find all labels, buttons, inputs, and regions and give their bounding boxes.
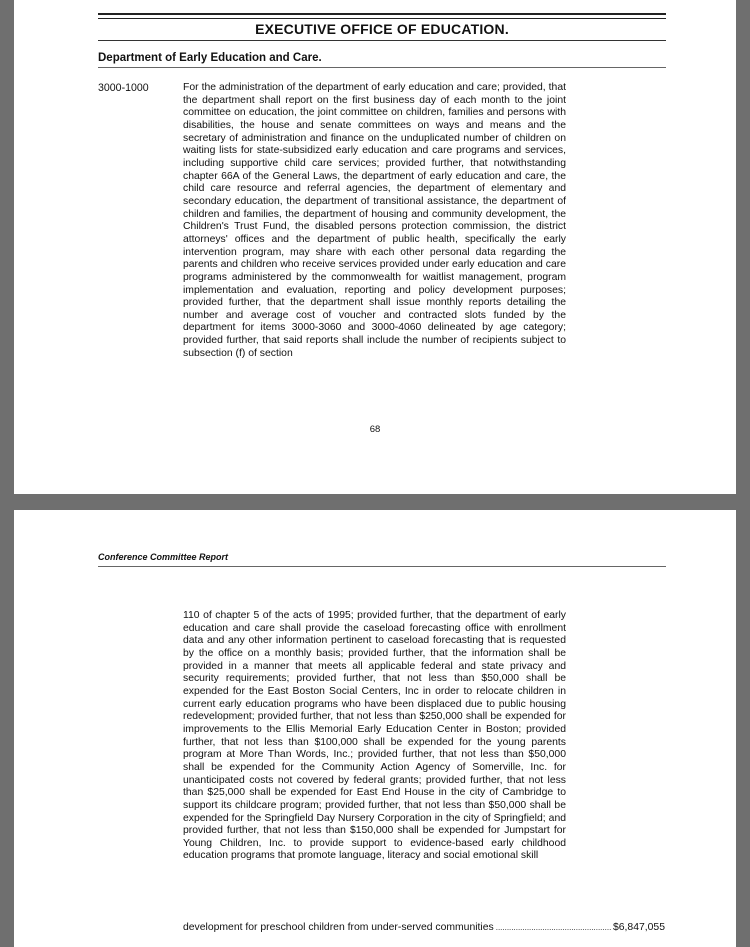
document-page-2 xyxy=(14,510,736,947)
document-page-1 xyxy=(14,0,736,494)
line-item-text-continued: 110 of chapter 5 of the acts of 1995; provided further, that the department of early education and care shall provide the caseload forecasting office with enrollment data and any other information pertinent to caseload forecasting that is requested by the office on a monthly basis; provided further, that the information shall be provided in a manner that meets all applicable federal and state privacy and security requirements; provided further, that not less than $50,000 shall be expended for the East Boston Social Centers, Inc in order to relocate children in current early education programs who have been displaced due to public housing redevelopment; provided further, that not less than $250,000 shall be expended for improvements to the Ellis Memorial Early Education Center in Boston; provided further, that not less than $100,000 shall be expended for the young parents program at More Than Words, Inc.; provided further, that not less than $50,000 shall be expended for the Community Action Agency of Somerville, Inc. for unanticipated costs not covered by federal grants; provided further, that not less than $25,000 shall be expended for East End House in the city of Cambridge to support its childcare program; provided further, that not less than $50,000 shall be expended for the Springfield Day Nursery Corporation in the city of Springfield; and provided further, that not less than $150,000 shall be expended for Jumpstart for Young Children, Inc. to provide support to evidence-based early childhood education programs that promote language, literacy and social emotional skill xyxy=(183,610,566,862)
dot-leader xyxy=(496,922,611,935)
appropriation-amount: $6,847,055 xyxy=(612,922,665,933)
page-number: 68 xyxy=(369,424,381,435)
line-item-code: 3000-1000 xyxy=(98,82,149,94)
running-header: Conference Committee Report xyxy=(98,552,229,562)
final-text-line: development for preschool children from under-served communities xyxy=(183,922,494,933)
section-heading: EXECUTIVE OFFICE OF EDUCATION. xyxy=(255,21,509,37)
line-item-text: For the administration of the department of early education and care; provided, that the department shall report on the first business day of each month to the joint committee on education, the joint committee on children, families and persons with disabilities, the house and senate committees on ways and means and the secretary of administration and finance on the unduplicated number of children on waiting lists for state-subsidized early education and care programs and services, including supportive child care services; provided further, that notwithstanding chapter 66A of the General Laws, the department of early education and care, the child care resource and referral agencies, the department of elementary and secondary education, the department of transitional assistance, the department of children and families, the department of housing and community development, the Children's Trust Fund, the disabled persons protection commission, the district attorneys' offices and the department of public health, specifically the early intervention program, may share with each other personal data regarding the parents and children who receive services provided under early education and care programs administered by the commonwealth for waitlist management, program implementation and evaluation, reporting and policy development purposes; provided further, that the department shall issue monthly reports detailing the number and average cost of voucher and contracted slots funded by the department for items 3000-3060 and 3000-4060 delineated by age category; provided further, that said reports shall include the number of recipients subject to subsection (f) of section xyxy=(183,82,566,359)
department-divider xyxy=(98,67,666,68)
double-rule xyxy=(98,13,666,19)
heading-divider xyxy=(98,40,666,41)
header-divider xyxy=(98,566,666,567)
appropriation-line xyxy=(183,922,665,935)
department-title: Department of Early Education and Care. xyxy=(98,52,322,64)
